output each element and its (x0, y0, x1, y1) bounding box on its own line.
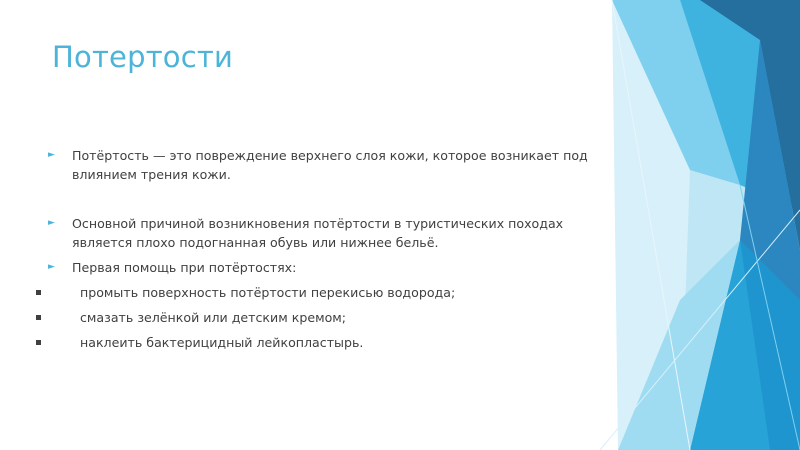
bullet-item (48, 146, 598, 184)
square-bullet-icon (36, 315, 41, 320)
subbullet-item (48, 333, 598, 352)
right-pointer-icon: ► (48, 150, 55, 160)
subbullet-text: смазать зелёнкой или детским кремом; (80, 310, 347, 325)
slide-title: Потертости (52, 40, 234, 74)
bullet-text: Потёртость — это повреждение верхнего слоя кожи, которое возникает под влиянием трения кожи. (72, 148, 588, 182)
square-bullet-icon (36, 290, 41, 295)
right-pointer-icon: ► (48, 262, 55, 272)
bullet-text: Основной причиной возникновения потёртости в туристических походах является плохо подогнанная обувь или нижнее бельё. (72, 216, 564, 250)
bullet-item (48, 258, 598, 277)
subbullet-text: наклеить бактерицидный лейкопластырь. (80, 335, 364, 350)
subbullet-text: промыть поверхность потёртости перекисью водорода; (80, 285, 456, 300)
square-bullet-icon (36, 340, 41, 345)
bullet-item (48, 214, 598, 252)
subbullet-item (48, 283, 598, 302)
subbullet-item (48, 308, 598, 327)
bullet-text: Первая помощь при потёртостях: (72, 260, 297, 275)
slide-content (48, 146, 598, 352)
right-pointer-icon: ► (48, 218, 55, 228)
